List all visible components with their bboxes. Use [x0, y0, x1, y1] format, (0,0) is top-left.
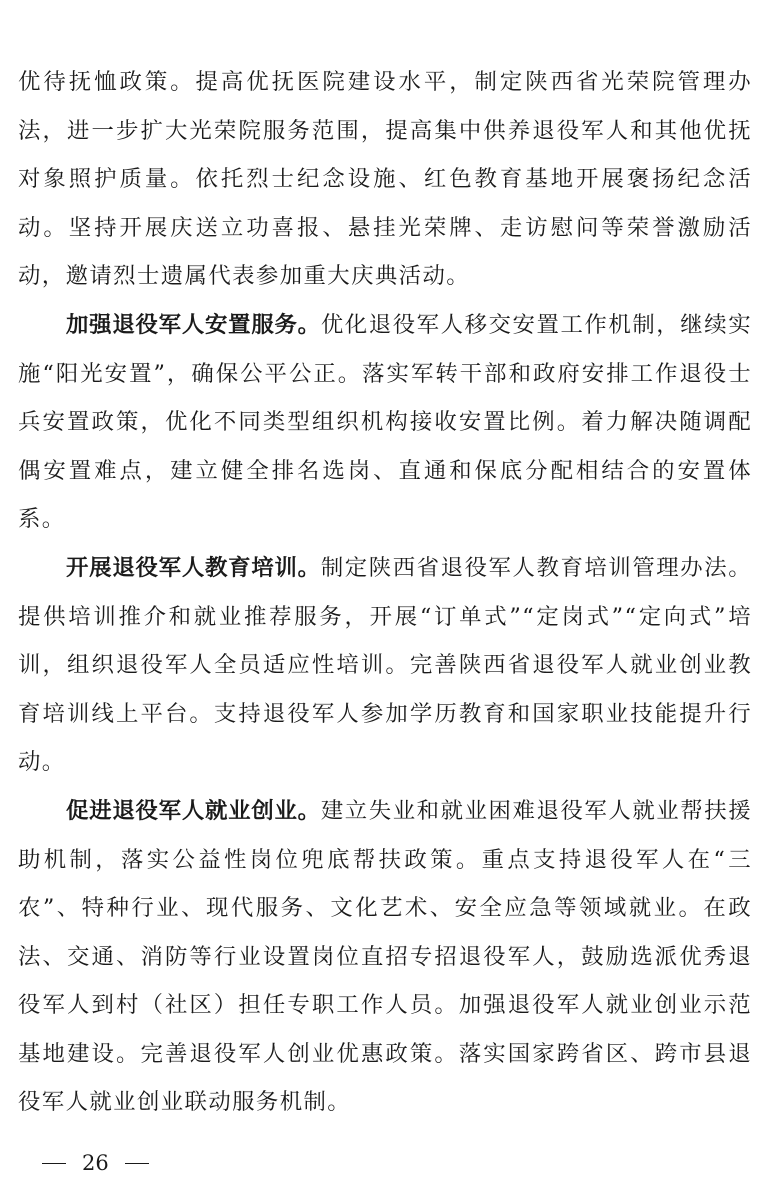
paragraph-text: 优化退役军人移交安置工作机制，继续实施“阳光安置”，确保公平公正。落实军转干部和政府安排工作退役士兵安置政策，优化不同类型组织机构接收安置比例。着力解决随调配偶安置难点，建立健全排名选岗、直通和保底分配相结合的安置体系。	[18, 311, 752, 533]
paragraph-heading: 促进退役军人就业创业。	[66, 797, 321, 824]
paragraph-resettlement-service	[18, 301, 752, 544]
paragraph-text: 制定陕西省退役军人教育培训管理办法。提供培训推介和就业推荐服务，开展“订单式”“定岗式”“定向式”培训，组织退役军人全员适应性培训。完善陕西省退役军人就业创业教育培训线上平台。支持退役军人参加学历教育和国家职业技能提升行动。	[18, 554, 752, 776]
paragraph-heading: 开展退役军人教育培训。	[66, 554, 321, 581]
document-body	[18, 58, 752, 1127]
footer-dash-right	[125, 1163, 149, 1164]
page-number: 26	[82, 1151, 109, 1175]
paragraph-education-training	[18, 544, 752, 787]
paragraph-preferential-treatment	[18, 58, 752, 301]
page-footer	[42, 1150, 149, 1176]
paragraph-employment-entrepreneurship	[18, 787, 752, 1127]
paragraph-text: 建立失业和就业困难退役军人就业帮扶援助机制，落实公益性岗位兜底帮扶政策。重点支持退役军人在“三农”、特种行业、现代服务、文化艺术、安全应急等领域就业。在政法、交通、消防等行业设置岗位直招专招退役军人，鼓励选派优秀退役军人到村（社区）担任专职工作人员。加强退役军人就业创业示范基地建设。完善退役军人创业优惠政策。落实国家跨省区、跨市县退役军人就业创业联动服务机制。	[18, 797, 752, 1116]
paragraph-text: 优待抚恤政策。提高优抚医院建设水平，制定陕西省光荣院管理办法，进一步扩大光荣院服务范围，提高集中供养退役军人和其他优抚对象照护质量。依托烈士纪念设施、红色教育基地开展褒扬纪念活动。坚持开展庆送立功喜报、悬挂光荣牌、走访慰问等荣誉激励活动，邀请烈士遗属代表参加重大庆典活动。	[18, 69, 752, 290]
paragraph-heading: 加强退役军人安置服务。	[66, 311, 321, 338]
footer-dash-left	[42, 1163, 66, 1164]
